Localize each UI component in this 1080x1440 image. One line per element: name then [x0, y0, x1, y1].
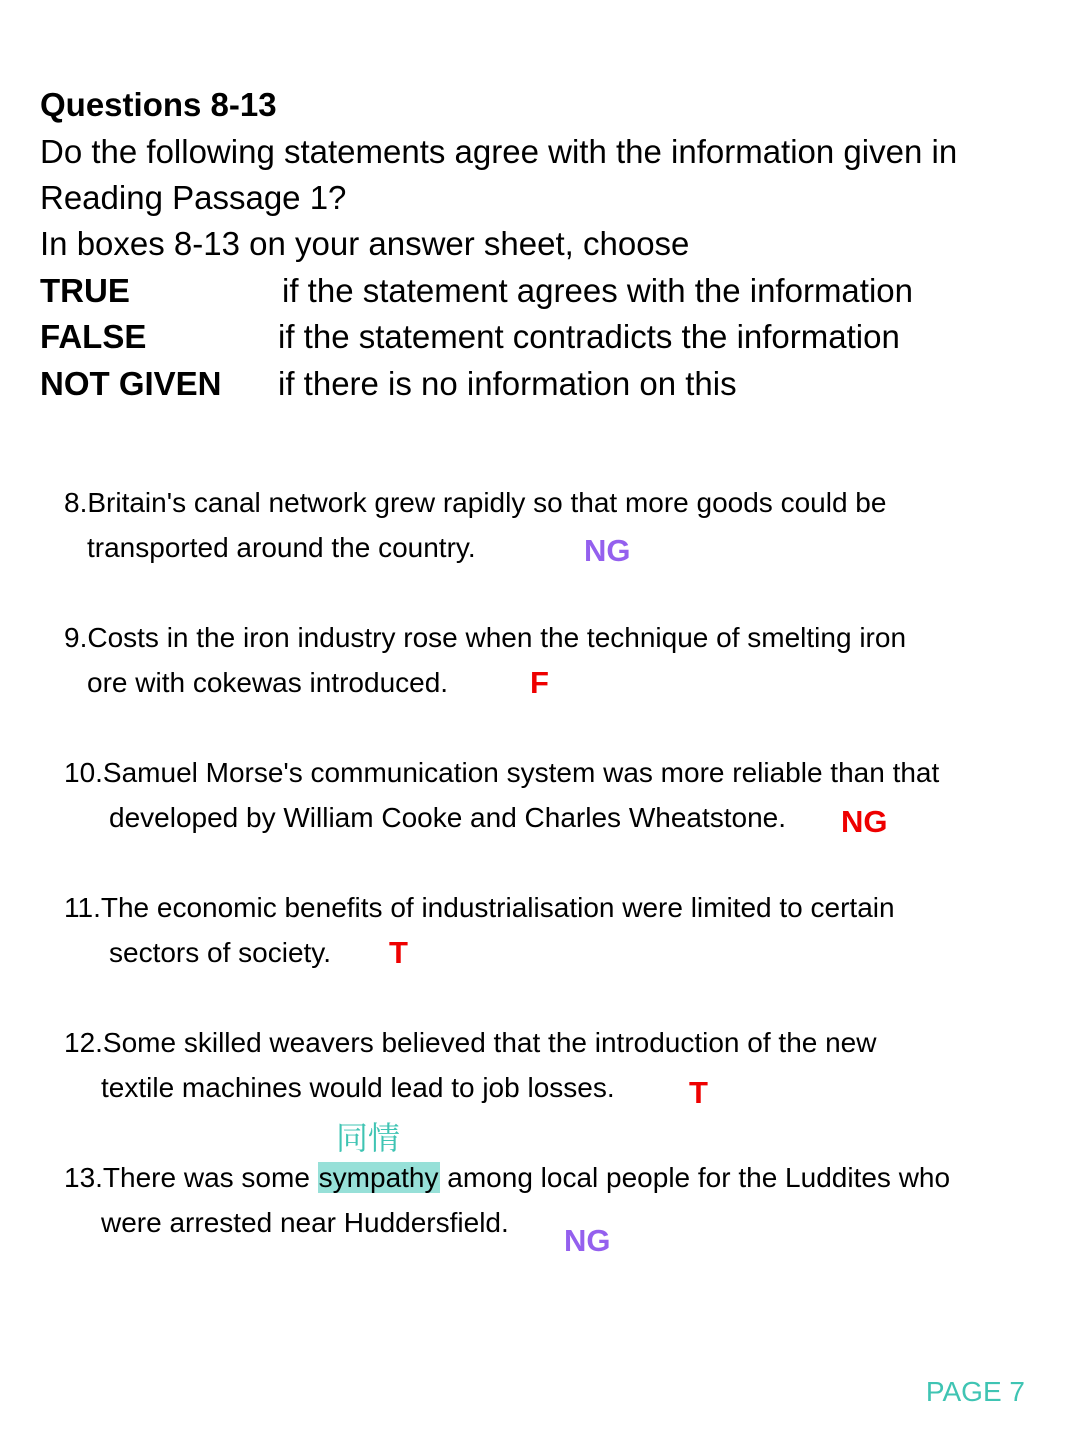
key-term-not-given: NOT GIVEN [40, 365, 222, 402]
question-11-line-1: 11.The economic benefits of industrialisation were limited to certain [64, 892, 895, 923]
question-9-line-2: ore with cokewas introduced. [87, 667, 449, 698]
answer-12: T [689, 1075, 708, 1110]
handwritten-note-chinese: 同情 [336, 1119, 401, 1157]
question-13-line-1 [64, 1158, 950, 1198]
question-8-line-1: 8.Britain's canal network grew rapidly so that more goods could be [64, 487, 887, 518]
instructions-line-3: In boxes 8-13 on your answer sheet, choose [40, 225, 690, 262]
answer-13: NG [564, 1223, 611, 1258]
question-12-line-1: 12.Some skilled weavers believed that the introduction of the new [64, 1027, 877, 1058]
key-term-true: TRUE [40, 272, 130, 309]
question-13-line-2: were arrested near Huddersfield. [101, 1207, 509, 1238]
key-desc-not-given: if there is no information on this [278, 365, 737, 402]
question-13-text-after: among local people for the Luddites who [439, 1162, 951, 1193]
key-desc-false: if the statement contradicts the information [278, 318, 900, 355]
question-11-line-2: sectors of society. [109, 937, 332, 968]
answer-11: T [389, 935, 408, 970]
question-8-line-2: transported around the country. [87, 532, 476, 563]
highlighted-word: sympathy [318, 1162, 439, 1193]
key-term-false: FALSE [40, 318, 147, 355]
instructions-line-1: Do the following statements agree with the information given in [40, 133, 958, 170]
question-9-line-1: 9.Costs in the iron industry rose when the technique of smelting iron [64, 622, 907, 653]
question-10-line-1: 10.Samuel Morse's communication system was more reliable than that [64, 757, 940, 788]
question-13-text-before: 13.There was some [64, 1162, 318, 1193]
section-heading: Questions 8-13 [40, 86, 277, 123]
answer-8: NG [584, 533, 631, 568]
answer-10: NG [841, 804, 888, 839]
page-number: PAGE 7 [925, 1376, 1025, 1407]
answer-9: F [530, 665, 549, 700]
key-desc-true: if the statement agrees with the information [282, 272, 913, 309]
question-10-line-2: developed by William Cooke and Charles Wheatstone. [109, 802, 787, 833]
instructions-line-2: Reading Passage 1? [40, 179, 347, 216]
question-12-line-2: textile machines would lead to job losses. [101, 1072, 615, 1103]
